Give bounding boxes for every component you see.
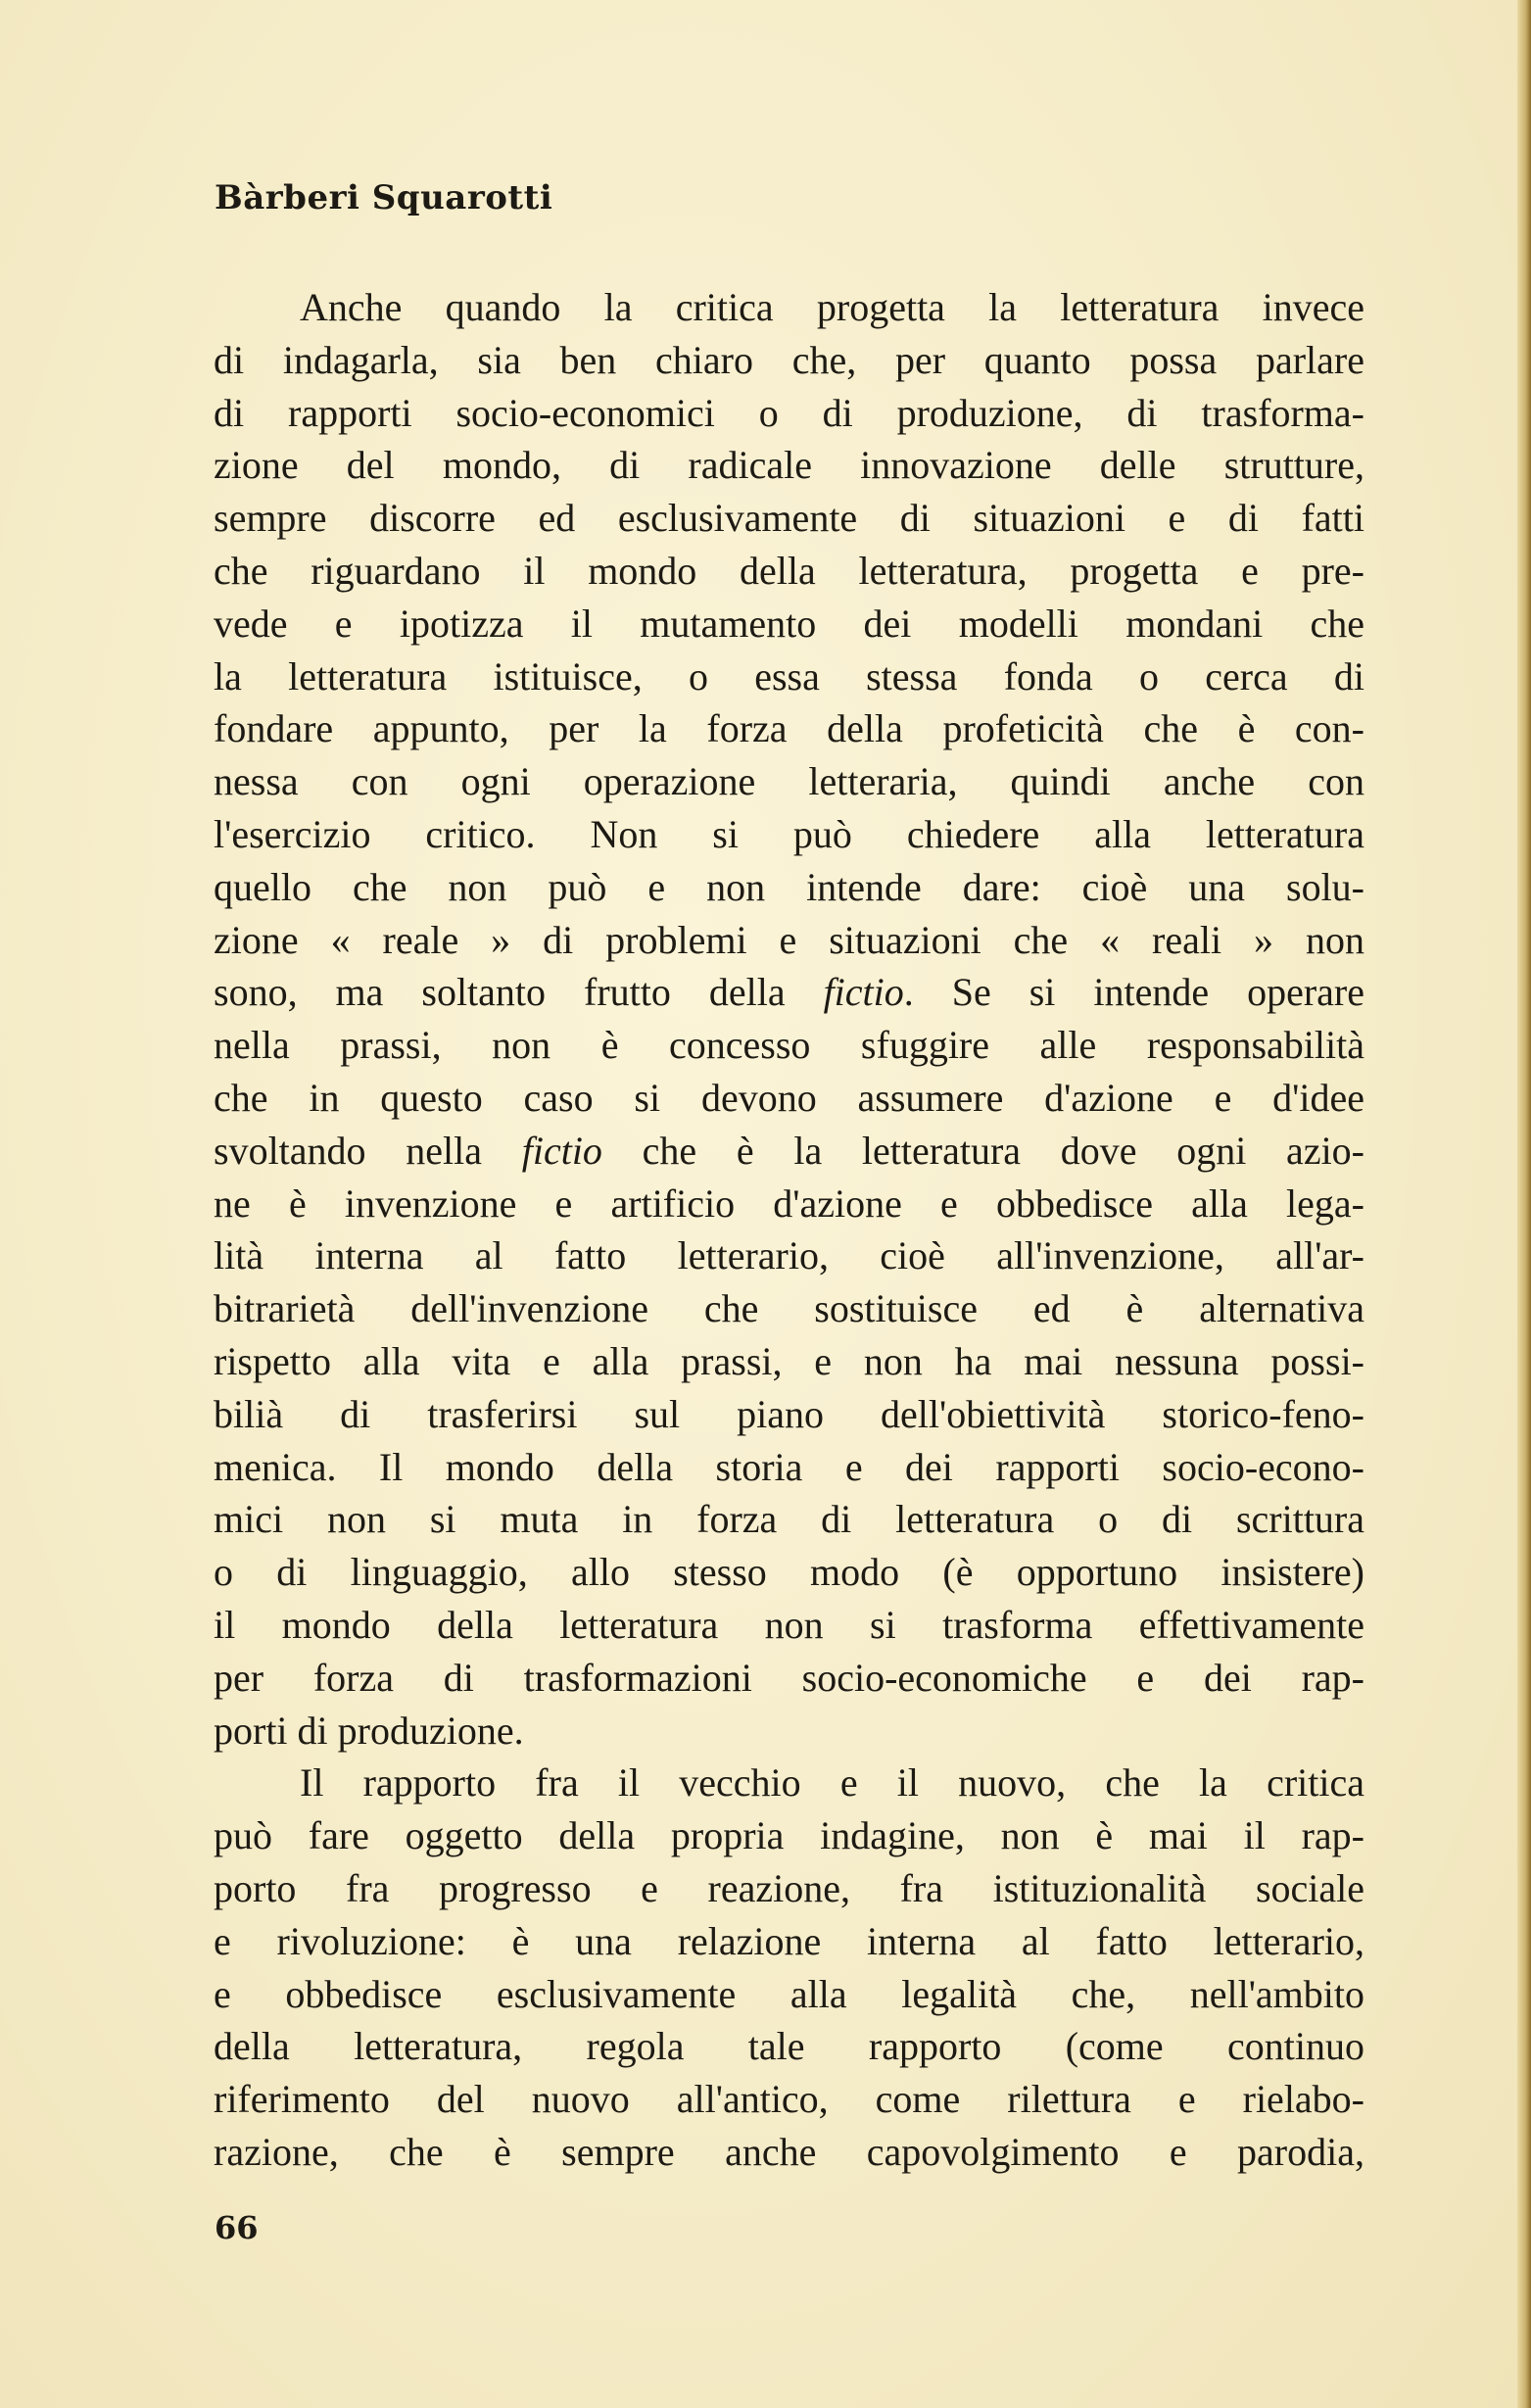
text-line: bilià di trasferirsi sul piano dell'obiettività storico-feno- [214,1391,1364,1436]
text-line: bitrarietà dell'invenzione che sostituisce ed è alternativa [214,1286,1364,1331]
text-line: sempre discorre ed esclusivamente di situazioni e di fatti [214,496,1364,541]
italic-term: fictio [521,1128,602,1173]
text-line: e obbedisce esclusivamente alla legalità che, nell'ambito [214,1971,1364,2016]
text-line: Il rapporto fra il vecchio e il nuovo, che la critica [300,1760,1364,1806]
text-line: zione « reale » di problemi e situazioni che « reali » non [214,917,1364,962]
text-line: rispetto alla vita e alla prassi, e non ha mai nessuna possi- [214,1338,1364,1383]
text-line: mici non si muta in forza di letteratura o di scrittura [214,1497,1364,1542]
text-line: il mondo della letteratura non si trasforma effettivamente [214,1602,1364,1647]
text-line: lità interna al fatto letterario, cioè all'invenzione, all'ar- [214,1233,1364,1278]
text-line: l'esercizio critico. Non si può chiedere alla letteratura [214,811,1364,856]
text-line: menica. Il mondo della storia e dei rapporti socio-econo- [214,1444,1364,1489]
text-line: e rivoluzione: è una relazione interna al fatto letterario, [214,1918,1364,1963]
body-text [214,281,1364,2179]
text-line: vede e ipotizza il mutamento dei modelli mondani che [214,601,1364,646]
text-line-fictio: svoltando nella fictio che è la letteratura dove ogni azio- [214,1128,1365,1173]
text-line: della letteratura, regola tale rapporto (come continuo [214,2024,1364,2069]
text-line: che riguardano il mondo della letteratura, progetta e pre- [214,548,1364,593]
text-line: Anche quando la critica progetta la letteratura invece [300,285,1364,329]
text-line: per forza di trasformazioni socio-economiche e dei rap- [214,1655,1364,1700]
page-edge [1517,0,1531,2408]
text-line: zione del mondo, di radicale innovazione delle strutture, [214,443,1364,488]
text-line: razione, che è sempre anche capovolgimento e parodia, [214,2129,1364,2174]
text-line: può fare oggetto della propria indagine, non è mai il rap- [214,1813,1364,1858]
text-line: che in questo caso si devono assumere d'azione e d'idee [214,1075,1364,1120]
text-line: o di linguaggio, allo stesso modo (è opportuno insistere) [214,1550,1364,1595]
text-line: la letteratura istituisce, o essa stessa fonda o cerca di [214,653,1364,698]
text-line: nessa con ogni operazione letteraria, quindi anche con [214,759,1364,804]
text-line: quello che non può e non intende dare: cioè una solu- [214,864,1364,909]
text-line: nella prassi, non è concesso sfuggire alle responsabilità [214,1023,1364,1068]
text-line: di rapporti socio-economici o di produzione, di trasforma- [214,390,1364,435]
italic-term: fictio [823,970,904,1015]
text-line: ne è invenzione e artificio d'azione e obbedisce alla lega- [214,1180,1364,1226]
text-line: fondare appunto, per la forza della profeticità che è con- [214,706,1364,751]
text-line-fictio: sono, ma soltanto frutto della fictio. Se si intende operare [214,970,1364,1015]
text-line: porto fra progresso e reazione, fra istituzionalità sociale [214,1865,1364,1910]
text-line: riferimento del nuovo all'antico, come rilettura e rielabo- [214,2077,1364,2122]
text-line: di indagarla, sia ben chiaro che, per quanto possa parlare [214,337,1364,382]
page-number: 66 [215,2209,259,2246]
text-line: porti di produzione. [214,1708,524,1753]
running-head: Bàrberi Squarotti [215,178,553,217]
